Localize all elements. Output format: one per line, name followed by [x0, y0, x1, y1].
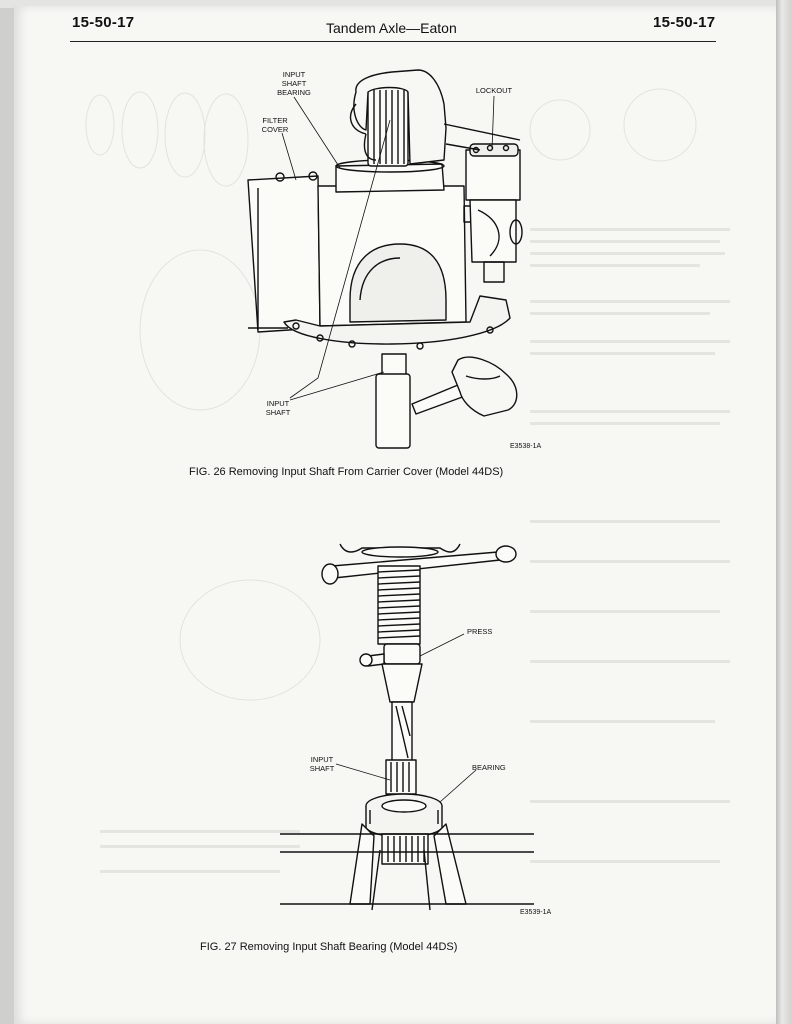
label-input-shaft-bearing-3: BEARING: [277, 88, 311, 97]
label-input-shaft-27-2: SHAFT: [309, 764, 335, 773]
label-input-shaft-bearing-2: SHAFT: [281, 79, 307, 88]
label-input-shaft-2: SHAFT: [265, 408, 291, 417]
figure-26-code: E3538-1A: [510, 443, 542, 450]
figure-27-caption: FIG. 27 Removing Input Shaft Bearing (Model 44DS): [200, 941, 458, 953]
figure-26-caption: FIG. 26 Removing Input Shaft From Carrier Cover (Model 44DS): [189, 466, 504, 478]
page-number-right: 15-50-17: [653, 14, 716, 31]
label-input-shaft-1: INPUT: [266, 399, 290, 408]
label-input-shaft-bearing-1: INPUT: [282, 70, 306, 79]
label-filter-cover-1: FILTER: [262, 116, 288, 125]
label-input-shaft-27-1: INPUT: [310, 755, 334, 764]
running-title: Tandem Axle—Eaton: [326, 20, 457, 36]
figure-27-code: E3539-1A: [520, 909, 552, 916]
page-number-left: 15-50-17: [72, 14, 135, 31]
label-press: PRESS: [467, 627, 493, 636]
label-bearing: BEARING: [472, 763, 506, 772]
label-lockout: LOCKOUT: [475, 86, 513, 95]
label-filter-cover-2: COVER: [261, 125, 289, 134]
